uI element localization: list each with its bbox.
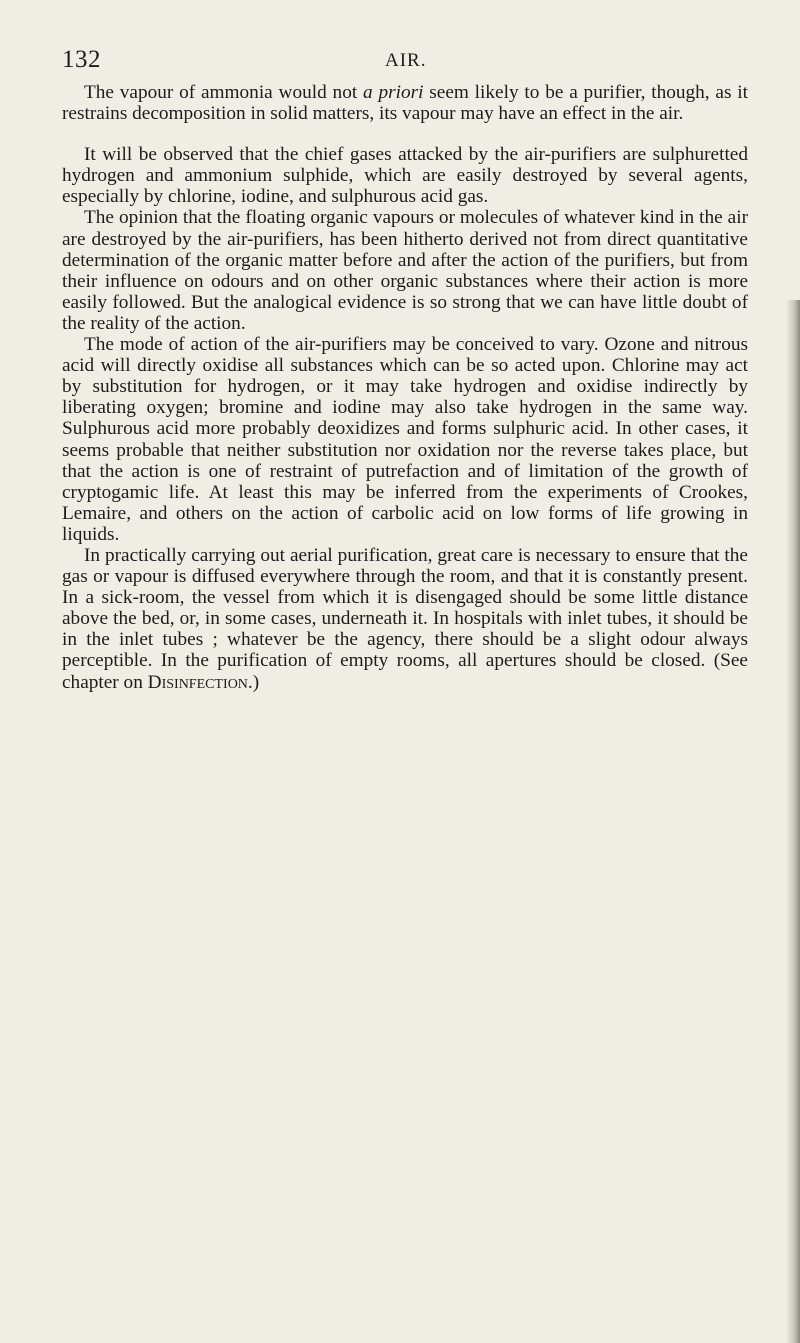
paragraph-mode-of-action: The mode of action of the air-purifiers may be conceived to vary. Ozone and nitrous acid will directly oxidise all substances which can be so acted upon. Chlorine may act by substitution for hydrogen, or it may take hydrogen and oxidise indirectly by liberating oxygen; bromine and iodine may also take hydrogen in the same way. Sulphurous acid more probably deoxidizes and forms sulphuric acid. In other cases, it seems probable that neither substitution nor oxidation nor the reverse takes place, but that the action is one of restraint of putrefaction and of limitation of the growth of cryptogamic life. At least this may be inferred from the experiments of Crookes, Lemaire, and others on the action of carbolic acid on low forms of life growing in liquids.: [62, 334, 748, 545]
paragraph-chief-gases: It will be observed that the chief gases attacked by the air-purifiers are sulphuretted hydrogen and ammonium sulphide, which are easily destroyed by several agents, especially by chlorine, iodine, and sulphurous acid gas.: [62, 144, 748, 208]
body-text: [62, 82, 748, 693]
page-edge-shadow: [786, 300, 800, 1343]
cross-reference-disinfection: Disinfection: [147, 671, 248, 693]
page-header: [62, 46, 736, 86]
paragraph-ammonia: The vapour of ammonia would not a priori seem likely to be a purifier, though, as it restrains decomposition in solid matters, its vapour may have an effect in the air.: [62, 82, 748, 125]
paragraph-practical-purification: In practically carrying out aerial purification, great care is necessary to ensure that the gas or vapour is diffused everywhere through the room, and that it is constantly present. In a sick-room, the vessel from which it is disengaged should be some little distance above the bed, or, in some cases, underneath it. In hospitals with inlet tubes, it should be in the inlet tubes ; whatever be the agency, there should be a slight odour always perceptible. In the purification of empty rooms, all apertures should be closed. (See chapter on Disinfection.): [62, 544, 748, 693]
italic-phrase: a priori: [363, 82, 424, 103]
page-number: 132: [62, 46, 101, 73]
paragraph-opinion: The opinion that the floating organic vapours or molecules of whatever kind in the air are destroyed by the air-purifiers, has been hitherto derived not from direct quantitative determination of the organic matter before and after the action of the purifiers, but from their influence on odours and on other organic substances where their action is more easily followed. But the analogical evidence is so strong that we can have little doubt of the reality of the action.: [62, 207, 748, 334]
running-head: AIR.: [385, 50, 427, 71]
